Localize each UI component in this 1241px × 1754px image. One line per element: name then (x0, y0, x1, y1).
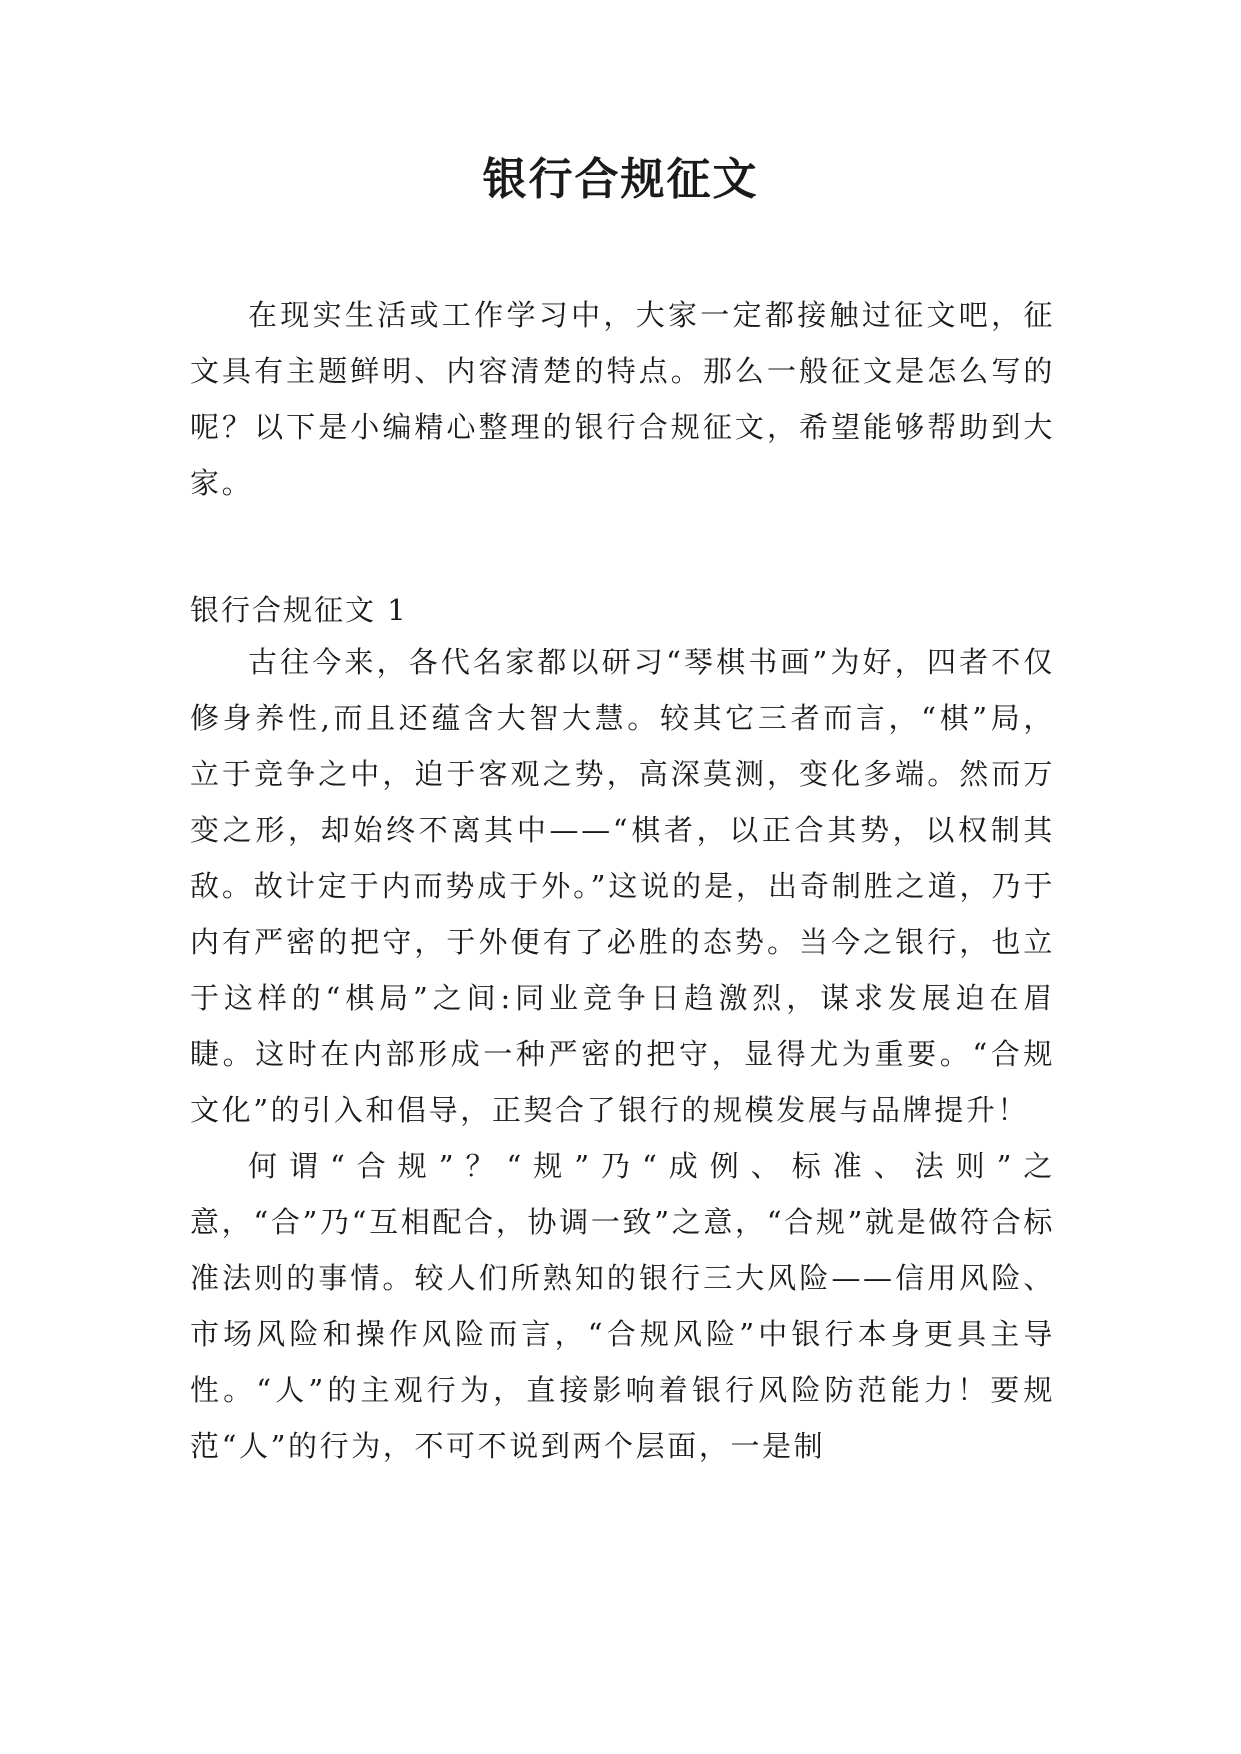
intro-paragraph: 在现实生活或工作学习中，大家一定都接触过征文吧，征文具有主题鲜明、内容清楚的特点。那么一般征文是怎么写的呢？以下是小编精心整理的银行合规征文，希望能够帮助到大家。 (190, 298, 1055, 500)
section-heading: 银行合规征文 1 (190, 593, 408, 627)
body-paragraph: 何谓“合规”？“规”乃“成例、标准、法则”之意，“合”乃“互相配合，协调一致”之意，“合规”就是做符合标准法则的事情。较人们所熟知的银行三大风险——信用风险、市场风险和操作风险而言，“合规风险”中银行本身更具主导性。“人”的主观行为，直接影响着银行风险防范能力！要规范“人”的行为，不可不说到两个层面，一是制 (190, 1149, 1055, 1463)
body-paragraph: 古往今来，各代名家都以研习“琴棋书画”为好，四者不仅修身养性,而且还蕴含大智大慧。较其它三者而言，“棋”局，立于竞争之中，迫于客观之势，高深莫测，变化多端。然而万变之形，却始终不离其中——“棋者，以正合其势，以权制其敌。故计定于内而势成于外。”这说的是，出奇制胜之道，乃于内有严密的把守，于外便有了必胜的态势。当今之银行，也立于这样的“棋局”之间:同业竞争日趋激烈，谋求发展迫在眉睫。这时在内部形成一种严密的把守，显得尤为重要。“合规文化”的引入和倡导，正契合了银行的规模发展与品牌提升！ (190, 645, 1055, 1127)
document-title: 银行合规征文 (482, 154, 759, 205)
section-body (190, 634, 1055, 1474)
